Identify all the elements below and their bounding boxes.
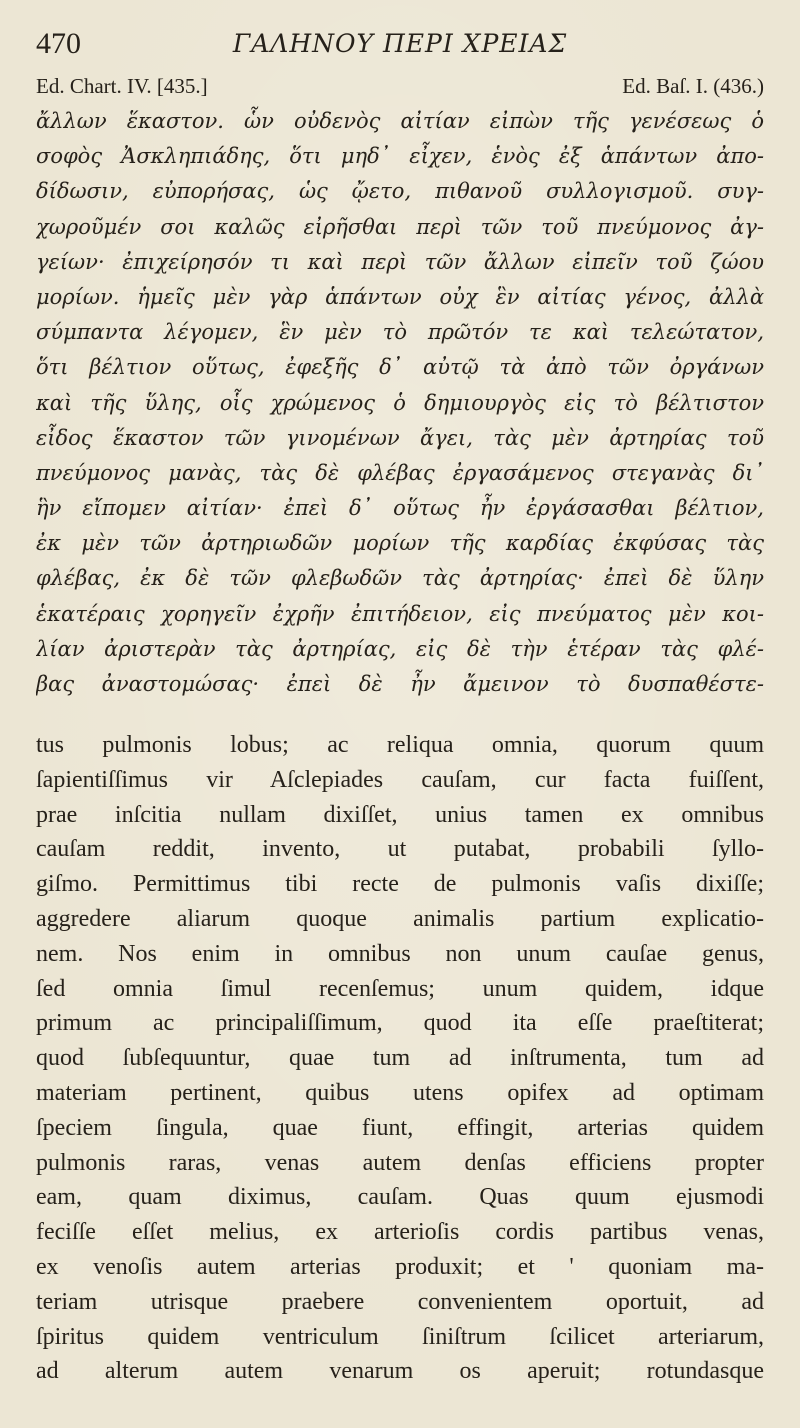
running-head <box>36 24 764 64</box>
greek-text-line: εἶδος ἕκαστον τῶν γινομένων ἄγει, τὰς μὲν ἀρτηρίας τοῦ <box>36 425 764 450</box>
latin-text-line: materiam pertinent, quibus utens opifex ad optimam <box>36 1079 764 1106</box>
greek-text-line: σύμπαντα λέγομεν, ἓν μὲν τὸ πρῶτόν τε καὶ τελεώτατον, <box>36 320 764 345</box>
latin-text-line: ſed omnia ſimul recenſemus; unum quidem, idque <box>36 975 764 1002</box>
latin-text-line: ex venoſis autem arterias produxit; et ' quoniam ma- <box>36 1253 764 1280</box>
latin-text-line: pulmonis raras, venas autem denſas efficiens propter <box>36 1149 764 1176</box>
edition-basel-reference: Ed. Baſ. I. (436.) <box>622 74 764 98</box>
latin-text-line: giſmo. Permittimus tibi recte de pulmonis vaſis dixiſſe; <box>36 871 764 898</box>
greek-text-line: ὅτι βέλτιον οὕτως, ἐφεξῆς δ᾽ αὐτῷ τὰ ἀπὸ τῶν ὀργάνων <box>36 355 764 380</box>
latin-text-line: teriam utrisque praebere convenientem oportuit, ad <box>36 1288 764 1315</box>
latin-text-block <box>36 728 764 1389</box>
latin-text-line: ſpiritus quidem ventriculum ſiniſtrum ſcilicet arteriarum, <box>36 1323 764 1350</box>
greek-text-line: βας ἀναστομώσας· ἐπεὶ δὲ ἦν ἄμεινον τὸ δυσπαθέστε- <box>36 672 764 696</box>
latin-text-line: nem. Nos enim in omnibus non unum cauſae genus, <box>36 940 764 967</box>
greek-text-line: καὶ τῆς ὕλης, οἷς χρώμενος ὁ δημιουργὸς εἰς τὸ βέλτιστον <box>36 390 764 415</box>
page-number: 470 <box>36 27 81 60</box>
greek-text-line: ἣν εἴπομεν αἰτίαν· ἐπεὶ δ᾽ οὕτως ἦν ἐργάσασθαι βέλτιον, <box>36 496 764 521</box>
greek-text-line: λίαν ἀριστερὰν τὰς ἀρτηρίας, εἰς δὲ τὴν ἑτέραν τὰς φλέ- <box>36 636 764 661</box>
latin-text-line: feciſſe eſſet melius, ex arterioſis cordis partibus venas, <box>36 1219 764 1246</box>
latin-text-line: cauſam reddit, invento, ut putabat, probabili ſyllo- <box>36 836 764 863</box>
latin-text-line: aggredere aliarum quoque animalis partium explicatio- <box>36 905 764 932</box>
edition-chart-reference: Ed. Chart. IV. [435.] <box>36 74 208 98</box>
greek-text-line: σοφὸς Ἀσκληπιάδης, ὅτι μηδ᾽ εἶχεν, ἑνὸς ἐξ ἁπάντων ἀπο- <box>36 144 764 169</box>
greek-text-block <box>36 104 764 702</box>
latin-text-line: primum ac principaliſſimum, quod ita eſſe praeſtiterat; <box>36 1010 764 1037</box>
latin-text-line: prae inſcitia nullam dixiſſet, unius tamen ex omnibus <box>36 801 764 828</box>
latin-text-line: ſpeciem ſingula, quae fiunt, effingit, arterias quidem <box>36 1114 764 1141</box>
greek-text-line: χωροῦμέν σοι καλῶς εἰρῆσθαι περὶ τῶν τοῦ πνεύμονος ἀγ- <box>36 214 764 239</box>
greek-text-line: δίδωσιν, εὐπορήσας, ὡς ᾤετο, πιθανοῦ συλλογισμοῦ. συγ- <box>36 179 764 204</box>
greek-text-line: ἑκατέραις χορηγεῖν ἐχρῆν ἐπιτήδειον, εἰς πνεύματος μὲν κοι- <box>36 601 764 626</box>
greek-text-line: ἄλλων ἕκαστον. ὧν οὐδενὸς αἰτίαν εἰπὼν τῆς γενέσεως ὁ <box>36 109 764 133</box>
edition-reference-line <box>36 70 764 102</box>
running-title: ΓΑΛΗΝΟΥ ΠΕΡΙ ΧΡΕΙΑΣ <box>232 29 568 58</box>
latin-text-line: quod ſubſequuntur, quae tum ad inſtrumenta, tum ad <box>36 1045 764 1072</box>
greek-text-line: φλέβας, ἐκ δὲ τῶν φλεβωδῶν τὰς ἀρτηρίας· ἐπεὶ δὲ ὕλην <box>36 566 764 591</box>
latin-text-line: ad alterum autem venarum os aperuit; rotundasque <box>36 1358 764 1385</box>
latin-text-line: ſapientiſſimus vir Aſclepiades cauſam, cur facta fuiſſent, <box>36 766 764 793</box>
latin-text-line: tus pulmonis lobus; ac reliqua omnia, quorum quum <box>36 732 764 758</box>
greek-text-line: ἐκ μὲν τῶν ἀρτηριωδῶν μορίων τῆς καρδίας ἐκφύσας τὰς <box>36 531 764 556</box>
greek-text-line: πνεύμονος μανὰς, τὰς δὲ φλέβας ἐργασάμενος στεγανὰς δι᾽ <box>36 460 764 485</box>
greek-text-line: γείων· ἐπιχείρησόν τι καὶ περὶ τῶν ἄλλων εἰπεῖν τοῦ ζώου <box>36 249 764 274</box>
greek-text-line: μορίων. ἡμεῖς μὲν γὰρ ἁπάντων οὐχ ἓν αἰτίας γένος, ἀλλὰ <box>36 284 764 309</box>
latin-text-line: eam, quam diximus, cauſam. Quas quum ejusmodi <box>36 1184 764 1211</box>
